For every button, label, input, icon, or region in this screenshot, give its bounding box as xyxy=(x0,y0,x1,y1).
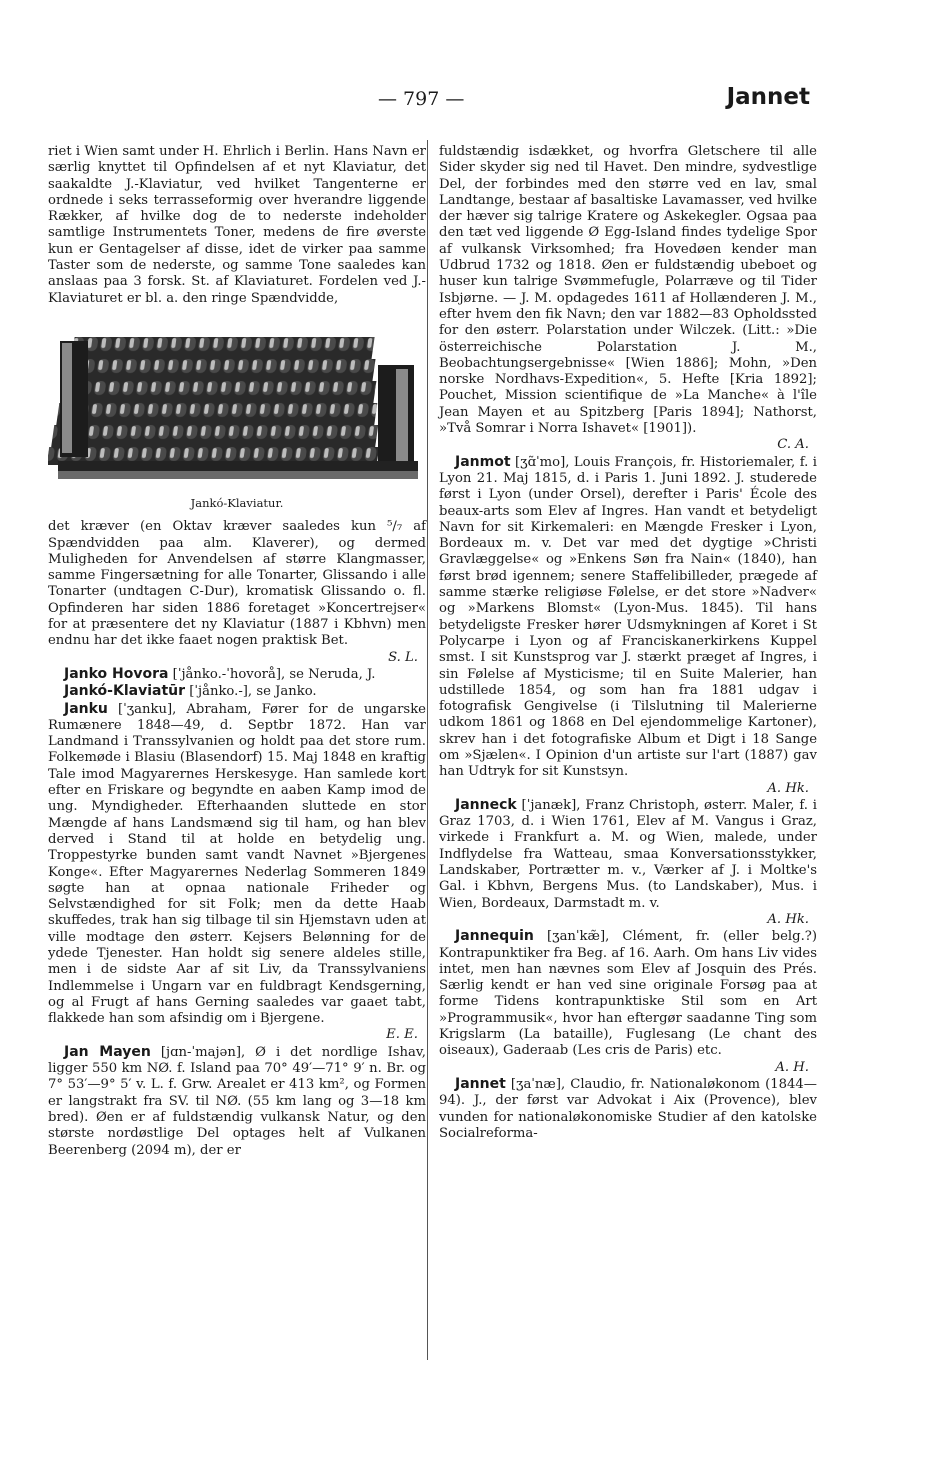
entry-janneck xyxy=(439,797,817,912)
entry-jannet xyxy=(439,1076,817,1142)
page-header xyxy=(0,84,928,118)
entry-text: [jɑn-ˈmajən], Ø i det nordlige Ishav, ligger 550 km NØ. f. Island paa 70° 49′—71° 9′ n. Br. og 7° 53′—9° 5′ v. L. f. Grw. Arealet er 413 km², og Formen er langstrakt fra SV. til NØ. (55 km lang og 3—18 km bred). Øen er af fuldstændig vulkansk Natur, og den største nordøstlige Del optages helt af Vulkanen Beerenberg (2094 m), der er xyxy=(48,1044,426,1158)
column-divider xyxy=(427,140,428,1360)
keyboard-drawing xyxy=(48,313,426,491)
entry-klaviatur xyxy=(48,683,426,700)
signature: E. E. xyxy=(386,1027,418,1043)
paragraph: riet i Wien samt under H. Ehrlich i Berlin. Hans Navn er særlig knyttet til Opfindelsen af et nyt Klaviatur, det saakaldte J.-Klaviatur, ved hvilket Tangenterne er ordnede i seks terrasseformig over hverandre liggende Rækker, af hvilke dog de to nederste indeholder samtlige Instrumentets Toner, medens de fire øverste kun er Gentagelser af disse, idet de virker paa samme Taster som de nederste, og samme Tone saaledes kan anslaas paa 3 forsk. St. af Klaviaturet. Fordelen ved J.-Klaviaturet er bl. a. den ringe Spændvidde, xyxy=(48,144,426,306)
signature: A. Hk. xyxy=(767,780,809,796)
entry-jan-mayen xyxy=(48,1044,426,1159)
headword: Jan Mayen xyxy=(64,1043,151,1060)
headword: Janku xyxy=(64,700,108,717)
running-head: Jannet xyxy=(726,84,810,110)
headword: Jankó-Klaviatūr xyxy=(64,683,186,700)
signature: S. L. xyxy=(388,649,418,665)
signature: A. Hk. xyxy=(767,911,809,927)
entry-janmot xyxy=(439,454,817,781)
headword: Janmot xyxy=(455,453,511,470)
entry-text: [ˈʒanku], Abraham, Fører for de ungarske Rumænere 1848—49, d. Septbr 1872. Han var Landmand i Transsylvanien og holdt paa det store rum. Folkemøde i Blasiu (Blasendorf) 15. Maj 1848 en kraftig Tale imod Magyarernes Herskesyge. Han samlede kort efter en Friskare og begyndte en aaben Kamp imod de ung. Myndigheder. Efterhaanden sluttede en stor Mængde af hans Landsmænd sig til ham, og han blev derved i Stand til at holde en betydelig ung. Troppestyrke bunden samt vandt Navnet »Bjergenes Konge«. Efter Magyarernes Nederlag Sommeren 1849 søgte han at opnaa nationale Friheder og Selvstændighed for sit Folk; men da dette Haab skuffedes, trak han sig tilbage til sin Hjemstavn uden at ville modtage den østerr. Kejsers Belønning for de ydede Tjenester. Han holdt sig senere aldeles stille, men i de sidste Aar af sit Liv, da Transsylvaniens Indlemmelse i Ungarn var en fuldbragt Kendsgerning, og al Frugt af hans Gerning saaledes var gaaet tabt, flakkede han som afsindig om i Bjergene. xyxy=(48,701,426,1027)
figure-caption: Jankó-Klaviatur. xyxy=(190,495,284,510)
entry-text: [ʒaˈnæ], Claudio, fr. Nationaløkonom (1844—94). J., der først var Advokat i Aix (Provence), blev vunden for nationaløkonomiske Studier af den katolske Socialreforma- xyxy=(439,1076,817,1141)
entry-text: [ʒanˈkæ̃], Clément, fr. (eller belg.?) Kontrapunktiker fra Beg. af 16. Aarh. Om hans Liv vides intet, men han nævnes som Elev af Josquin des Prés. Særlig kendt er han ved sine originale Forsøg paa at forme Tidens kontrapunktiske Stil som en Art »Programmusik«, hvor han eftergør saadanne Ting som Krigslarm (La bataille), Fuglesang (Le chant des oiseaux), Gaderaab (Les cris de Paris) etc. xyxy=(439,929,817,1059)
right-column xyxy=(439,144,817,1142)
paragraph: fuldstændig isdækket, og hvorfra Gletschere til alle Sider skyder sig ned til Havet. Den mindre, sydvestlige Del, der forbindes med den større ved en lav, smal Landtange, bestaar af basaltiske Lavamasser, ved hvilke der hæver sig talrige Kratere og Askekegler. Ogsaa paa den tæt ved liggende Ø Egg-Island findes tydelige Spor af vulkansk Virksomhed; fra Hovedøen kender man Udbrud 1732 og 1818. Øen er fuldstændig ubeboet og huser kun talrige Svømmefugle, Polarræve og til Tider Isbjørne. — J. M. opdagedes 1611 af Hollænderen J. M., efter hvem den fik Navn; den var 1882—83 Opholdssted for den østerr. Polarstation under Wilczek. (Litt.: »Die österreichische Polarstation J. M., Beobachtungsergebnisse« [Wien 1886]; Mohn, »Den norske Nordhavs-Expedition«, 5. Hefte [Kria 1892]; Pouchet, Mission scientifique de »La Manche« à l'île Jean Mayen et au Spitzberg [Paris 1894]; Nathorst, »Två Somrar i Norra Ishavet« [1901]). xyxy=(439,144,817,437)
entry-text: [ʒɑ̃ˈmo], Louis François, fr. Historiemaler, f. i Lyon 21. Maj 1815, d. i Paris 1. Juni 1892. J. studerede først i Lyon (under Orsel), derefter i Paris' École des beaux-arts som Elev af Ingres. Han vandt et betydeligt Navn for sit Kirkemaleri: en Mængde Fresker i Lyon, Bordeaux m. v. Det var med det dygtige »Christi Gravlæggelse« og »Enkens Søn fra Nain« (1840), han først brød igennem; senere Staffelibilleder, prægede af samme stærke religiøse Følelse, er det store »Nadver« og »Markens Blomst« (Lyon-Mus. 1845). Til hans betydeligste Fresker hører Udsmykningen af Koret i St Polycarpe i Lyon og af Franciskanerkirkens Kuppel smst. I sit Kunstsprog var J. stærkt præget af Ingres, i sin Følelse af Mysticisme; til en Suite Malerier, han udstillede 1854, og som han fra 1881 udgav i fotografisk Gengivelse (i Tilslutning til Malerierne udkom 1861 og 1868 en Del ejendommelige Kartoner), skrev han i det fotografiske Album et Digt i 18 Sange om »Sjælen«. I Opinion d'un artiste sur l'art (1887) gav han Udtryk for sit Kunstsyn. xyxy=(439,454,817,780)
signature: A. H. xyxy=(775,1059,809,1075)
headword: Janko Hovora xyxy=(64,665,169,682)
entry-text: [ˈjånko.-ˈhovorå], se Neruda, J. xyxy=(168,666,376,682)
paragraph: det kræver (en Oktav kræver saaledes kun ⁵/₇ af Spændvidden paa alm. Klaverer), og dermed Muligheden for Anvendelsen af større Klangmasser, samme Fingersætning for alle Tonarter, Glissando i alle Tonarter (undtagen C-Dur), kromatisk Glissando o. fl. Opfinderen har siden 1886 foretaget »Koncertrejser« for at præsentere det ny Klaviatur (1887 i Kbhvn) men endnu har det ikke faaet nogen praktisk Bet. xyxy=(48,519,426,649)
entry-text: [ˈjanæk], Franz Christoph, østerr. Maler, f. i Graz 1703, d. i Wien 1761, Elev af M. Vangus i Graz, virkede i Frankfurt a. M. og Wien, malede, under Indflydelse fra Watteau, smaa Konversationsstykker, Landskaber, Portrætter m. v., Værker af J. i Moltke's Gal. i Kbhvn, Bergens Mus. (to Landskaber), Mus. i Wien, Bordeaux, Darmstadt m. v. xyxy=(439,797,817,911)
left-column xyxy=(48,144,426,1159)
klaviatur-illustration xyxy=(48,313,426,491)
signature: C. A. xyxy=(777,437,809,453)
headword: Jannequin xyxy=(455,928,534,945)
entry-text: [ˈjånko.-], se Janko. xyxy=(185,684,317,700)
headword: Janneck xyxy=(455,796,517,813)
headword: Jannet xyxy=(455,1075,506,1092)
entry-janku xyxy=(48,701,426,1028)
entry-hovora xyxy=(48,666,426,683)
entry-jannequin xyxy=(439,928,817,1059)
page-number: — 797 — xyxy=(378,88,465,110)
